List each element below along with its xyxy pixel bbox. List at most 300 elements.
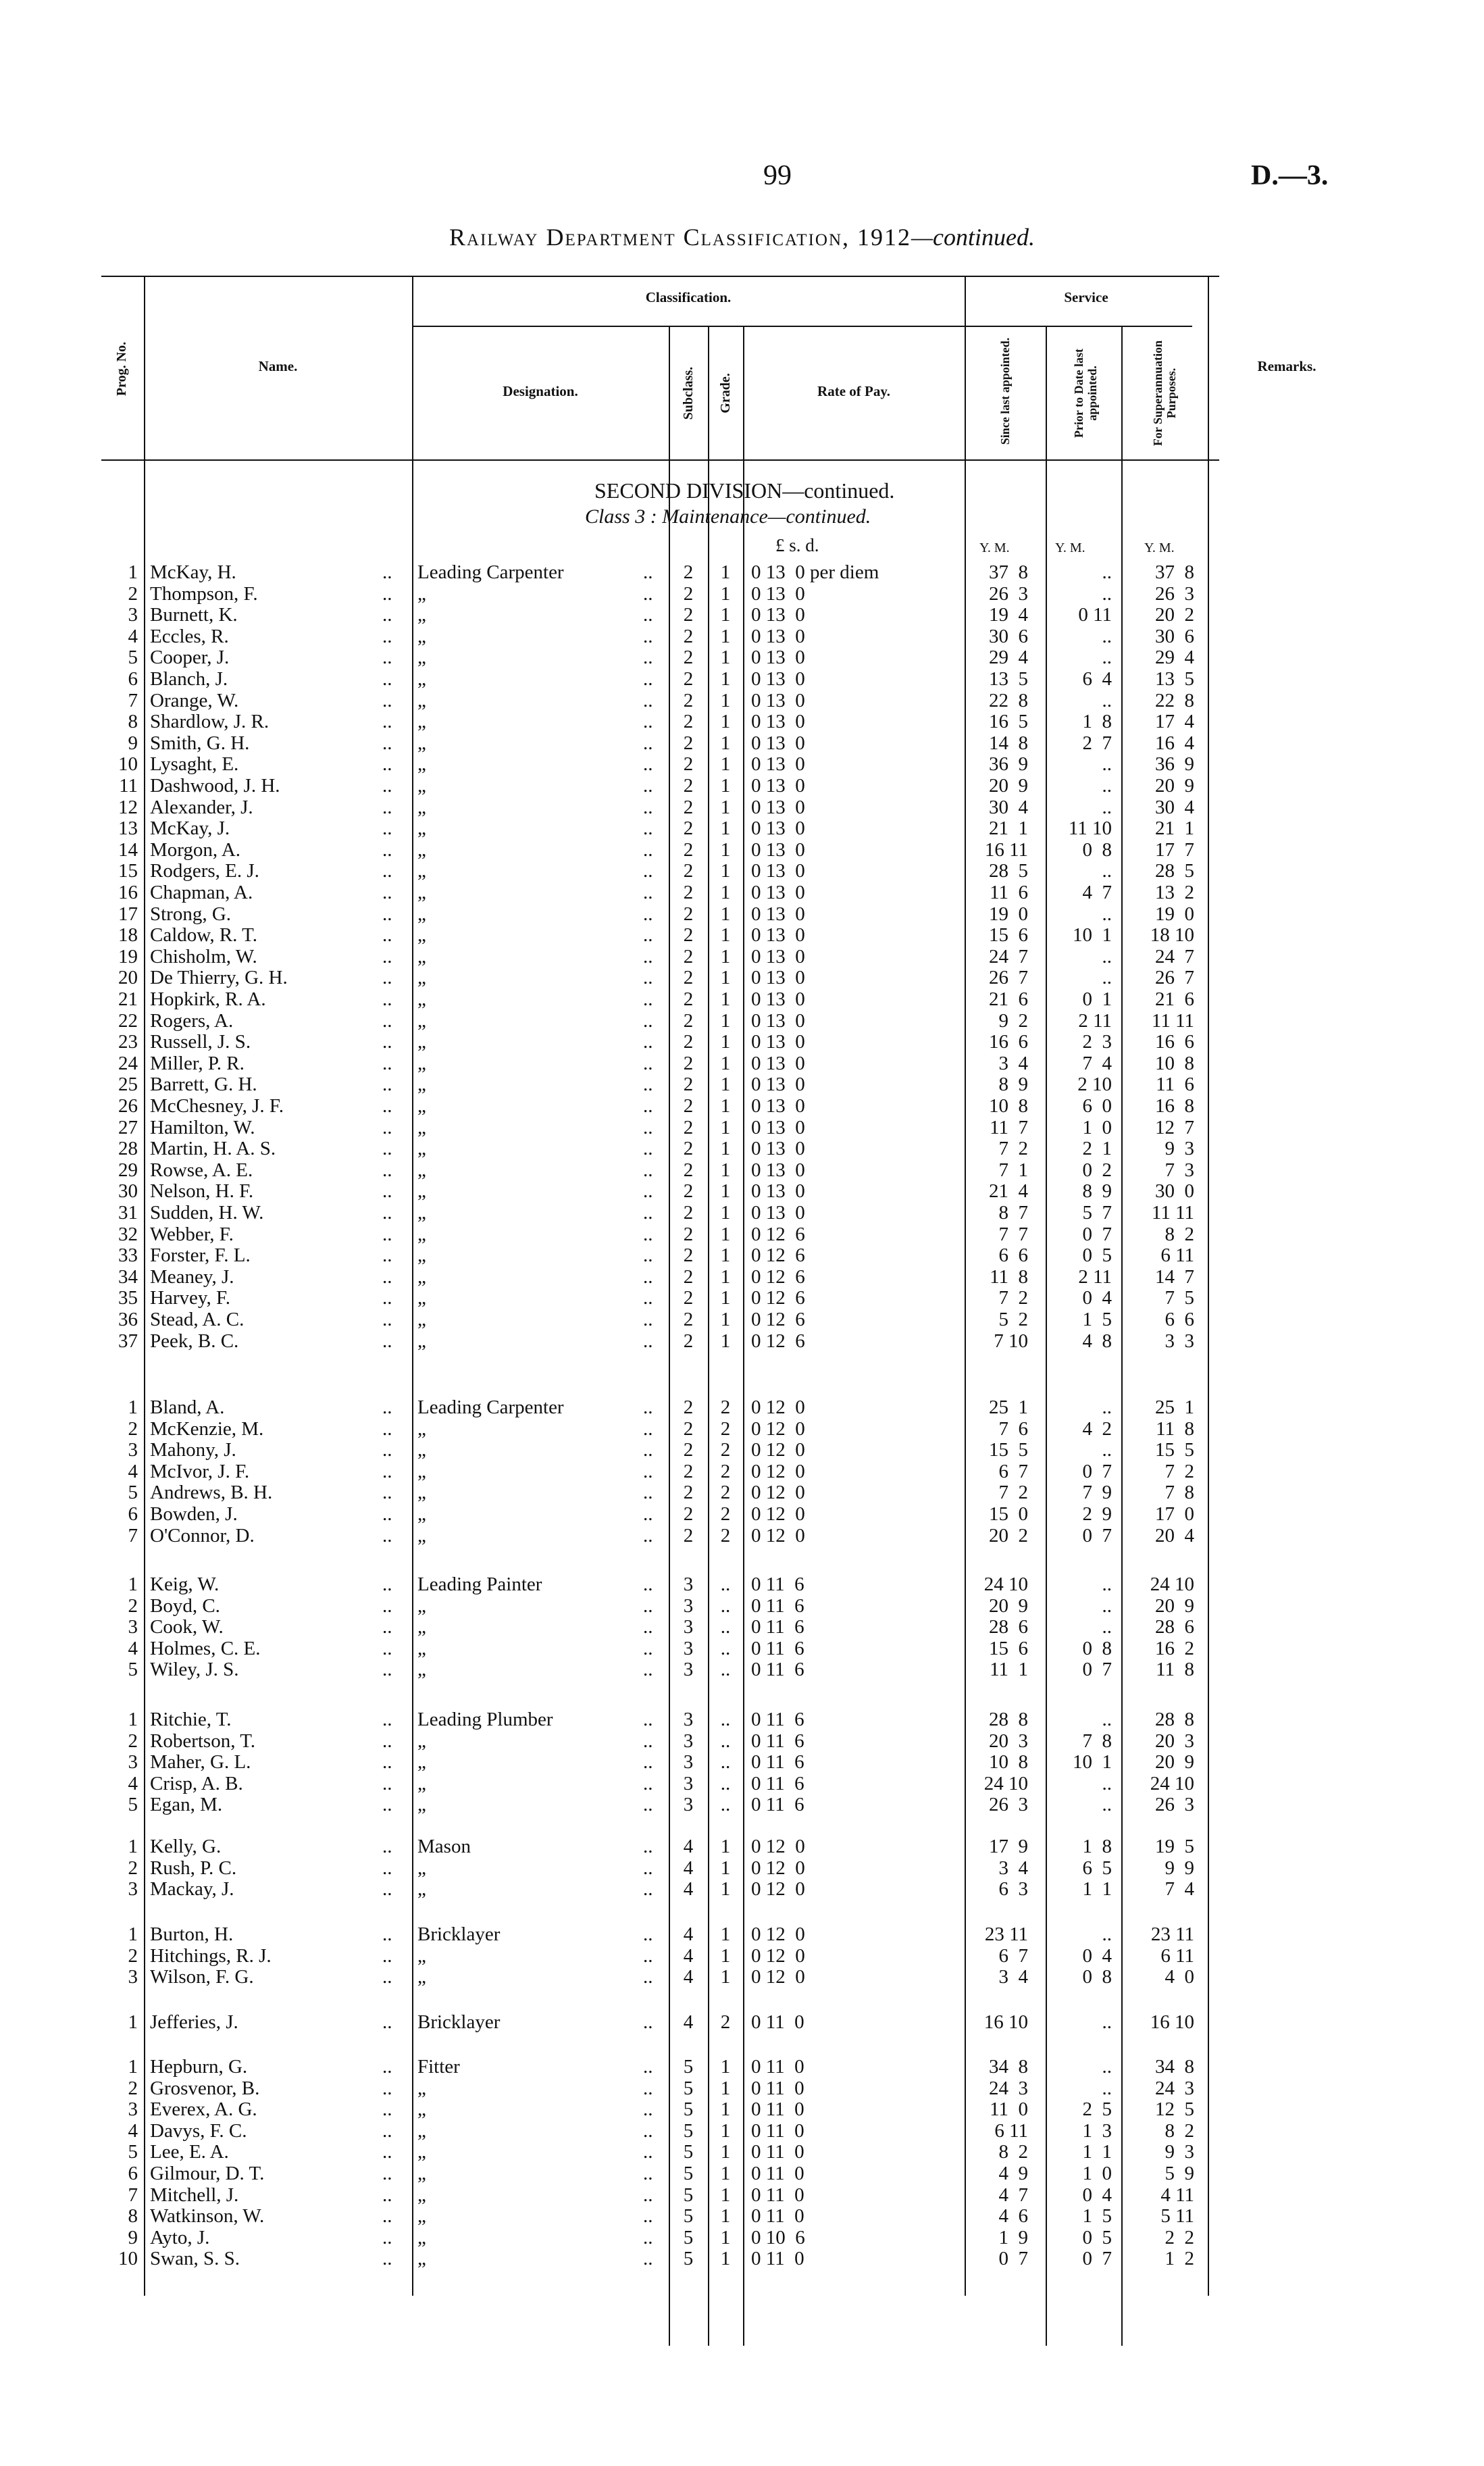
leader-dots: .. bbox=[382, 1460, 392, 1482]
grade-cell: 1 bbox=[720, 1923, 731, 1945]
name-cell: Rowse, A. E. bbox=[150, 1159, 253, 1181]
since-last-cell: 3 4 bbox=[998, 1966, 1028, 1988]
grade-cell: .. bbox=[720, 1751, 731, 1773]
name-cell: Lee, E. A. bbox=[150, 2141, 229, 2163]
designation-cell: „ bbox=[417, 1857, 426, 1879]
designation-cell: Bricklayer bbox=[417, 2011, 501, 2033]
grade-cell: 2 bbox=[720, 1439, 731, 1461]
designation-cell: „ bbox=[417, 711, 426, 733]
leader-dots: .. bbox=[643, 1396, 653, 1418]
designation-cell: „ bbox=[417, 1095, 426, 1117]
rate-cell: 0 13 0 bbox=[751, 604, 805, 626]
since-last-cell: 24 10 bbox=[983, 1772, 1028, 1794]
subclass-cell: 2 bbox=[683, 1180, 694, 1203]
leader-dots: .. bbox=[643, 988, 653, 1010]
designation-cell: „ bbox=[417, 1730, 426, 1752]
subclass-cell: 2 bbox=[683, 1439, 694, 1461]
rate-cell: 0 12 0 bbox=[751, 1944, 805, 1967]
name-cell: McKay, H. bbox=[150, 561, 236, 583]
document-reference: D.—3. bbox=[1251, 160, 1329, 191]
prog-no-cell: 5 bbox=[128, 2141, 138, 2163]
grade-cell: 1 bbox=[720, 2226, 731, 2248]
prior-cell: 2 9 bbox=[1082, 1503, 1112, 1525]
super-cell: 6 11 bbox=[1160, 1944, 1194, 1967]
prior-cell: 5 7 bbox=[1082, 1202, 1112, 1224]
prior-cell: 0 7 bbox=[1082, 1460, 1112, 1482]
rate-cell: 0 13 0 bbox=[751, 753, 805, 776]
since-last-cell: 8 9 bbox=[998, 1074, 1028, 1096]
grade-cell: 1 bbox=[720, 1138, 731, 1160]
leader-dots: .. bbox=[643, 1009, 653, 1032]
prog-no-cell: 6 bbox=[128, 668, 138, 690]
rate-cell: 0 13 0 bbox=[751, 817, 805, 840]
designation-cell: „ bbox=[417, 796, 426, 818]
prior-cell: 0 2 bbox=[1082, 1159, 1112, 1181]
leader-dots: .. bbox=[643, 582, 653, 605]
leader-dots: .. bbox=[643, 2184, 653, 2206]
leader-dots: .. bbox=[643, 903, 653, 925]
super-cell: 29 4 bbox=[1155, 647, 1194, 669]
since-last-cell: 22 8 bbox=[989, 689, 1028, 711]
subclass-cell: 5 bbox=[683, 2205, 694, 2228]
rate-cell: 0 13 0 bbox=[751, 689, 805, 711]
rate-cell: 0 11 6 bbox=[751, 1772, 804, 1794]
rate-cell: 0 11 6 bbox=[751, 1730, 804, 1752]
prior-cell: .. bbox=[1102, 1396, 1112, 1418]
name-cell: Kelly, G. bbox=[150, 1836, 222, 1857]
leader-dots: .. bbox=[382, 1503, 392, 1525]
subclass-cell: 2 bbox=[683, 1503, 694, 1525]
prior-cell: 1 0 bbox=[1082, 1116, 1112, 1138]
leader-dots: .. bbox=[643, 1944, 653, 1967]
prior-cell: 11 10 bbox=[1068, 817, 1112, 840]
rate-cell: 0 11 0 bbox=[751, 2248, 804, 2270]
name-cell: Mackay, J. bbox=[150, 1878, 234, 1901]
rate-cell: 0 12 0 bbox=[751, 1966, 805, 1988]
leader-dots: .. bbox=[643, 1751, 653, 1773]
leader-dots: .. bbox=[382, 945, 392, 967]
leader-dots: .. bbox=[382, 1730, 392, 1752]
prior-cell: 1 8 bbox=[1082, 1836, 1112, 1857]
subclass-cell: 5 bbox=[683, 2163, 694, 2184]
name-cell: Gilmour, D. T. bbox=[150, 2163, 265, 2184]
designation-cell: „ bbox=[417, 1503, 426, 1525]
since-last-cell: 15 5 bbox=[989, 1439, 1028, 1461]
prog-no-cell: 22 bbox=[118, 1009, 138, 1032]
designation-cell: „ bbox=[417, 1202, 426, 1224]
since-last-cell: 8 7 bbox=[998, 1202, 1028, 1224]
prog-no-cell: 5 bbox=[128, 647, 138, 669]
prog-no-cell: 2 bbox=[128, 1417, 138, 1440]
designation-cell: „ bbox=[417, 838, 426, 861]
subclass-cell: 2 bbox=[683, 711, 694, 733]
designation-cell: „ bbox=[417, 1772, 426, 1794]
name-cell: Rodgers, E. J. bbox=[150, 860, 259, 882]
prog-no-cell: 21 bbox=[118, 988, 138, 1010]
subclass-cell: 4 bbox=[683, 2011, 694, 2033]
leader-dots: .. bbox=[382, 2205, 392, 2228]
super-cell: 9 9 bbox=[1165, 1857, 1194, 1879]
prior-cell: 4 7 bbox=[1082, 882, 1112, 903]
super-cell: 21 6 bbox=[1155, 988, 1194, 1010]
leader-dots: .. bbox=[643, 711, 653, 733]
subclass-cell: 2 bbox=[683, 1330, 694, 1352]
subclass-cell: 3 bbox=[683, 1616, 694, 1638]
since-last-cell: 7 1 bbox=[998, 1159, 1028, 1181]
leader-dots: .. bbox=[382, 1417, 392, 1440]
designation-cell: „ bbox=[417, 1794, 426, 1816]
leader-dots: .. bbox=[643, 1116, 653, 1138]
leader-dots: .. bbox=[382, 1857, 392, 1879]
super-cell: 6 11 bbox=[1160, 1244, 1194, 1267]
rate-cell: 0 12 0 bbox=[751, 1460, 805, 1482]
designation-cell: „ bbox=[417, 988, 426, 1010]
prog-no-cell: 28 bbox=[118, 1138, 138, 1160]
super-cell: 25 1 bbox=[1155, 1396, 1194, 1418]
prog-no-cell: 1 bbox=[128, 1396, 138, 1418]
prog-no-cell: 29 bbox=[118, 1159, 138, 1181]
super-cell: 28 6 bbox=[1155, 1616, 1194, 1638]
leader-dots: .. bbox=[643, 817, 653, 840]
leader-dots: .. bbox=[643, 2141, 653, 2163]
rate-cell: 0 12 0 bbox=[751, 1396, 805, 1418]
grade-cell: .. bbox=[720, 1594, 731, 1617]
prior-cell: .. bbox=[1102, 647, 1112, 669]
prior-cell: .. bbox=[1102, 2011, 1112, 2033]
prog-no-cell: 2 bbox=[128, 1730, 138, 1752]
designation-cell: „ bbox=[417, 625, 426, 647]
leader-dots: .. bbox=[643, 2098, 653, 2121]
super-cell: 11 6 bbox=[1156, 1074, 1194, 1096]
subclass-cell: 3 bbox=[683, 1794, 694, 1816]
subclass-cell: 5 bbox=[683, 2248, 694, 2270]
leader-dots: .. bbox=[643, 775, 653, 797]
prior-cell: 2 5 bbox=[1082, 2098, 1112, 2121]
rate-cell: 0 11 0 bbox=[751, 2098, 804, 2121]
rate-cell: 0 13 0 bbox=[751, 668, 805, 690]
name-cell: Eccles, R. bbox=[150, 625, 229, 647]
subclass-cell: 2 bbox=[683, 1031, 694, 1053]
since-last-cell: 30 6 bbox=[989, 625, 1028, 647]
since-last-cell: 26 3 bbox=[989, 582, 1028, 605]
name-cell: Watkinson, W. bbox=[150, 2205, 265, 2228]
prior-cell: 1 3 bbox=[1082, 2119, 1112, 2142]
leader-dots: .. bbox=[643, 1594, 653, 1617]
prior-to-header: Prior to Date last appointed. bbox=[1072, 348, 1099, 438]
super-cell: 17 4 bbox=[1155, 711, 1194, 733]
super-cell: 16 8 bbox=[1155, 1095, 1194, 1117]
designation-cell: „ bbox=[417, 1460, 426, 1482]
prog-no-cell: 2 bbox=[128, 1594, 138, 1617]
leader-dots: .. bbox=[382, 1944, 392, 1967]
prog-no-cell: 2 bbox=[128, 1857, 138, 1879]
leader-dots: .. bbox=[382, 1659, 392, 1681]
name-cell: Nelson, H. F. bbox=[150, 1180, 254, 1203]
prior-cell: .. bbox=[1102, 1616, 1112, 1638]
leader-dots: .. bbox=[643, 2011, 653, 2033]
prior-cell: 1 1 bbox=[1082, 1878, 1112, 1901]
leader-dots: .. bbox=[382, 1524, 392, 1546]
leader-dots: .. bbox=[382, 1031, 392, 1053]
subclass-cell: 2 bbox=[683, 988, 694, 1010]
super-cell: 37 8 bbox=[1155, 561, 1194, 583]
since-last-cell: 6 3 bbox=[998, 1878, 1028, 1901]
name-cell: Bowden, J. bbox=[150, 1503, 238, 1525]
rate-cell: 0 12 0 bbox=[751, 1857, 805, 1879]
prior-cell: .. bbox=[1102, 1594, 1112, 1617]
designation-cell: „ bbox=[417, 2226, 426, 2248]
prior-cell: 7 4 bbox=[1082, 1052, 1112, 1074]
leader-dots: .. bbox=[643, 1074, 653, 1096]
leader-dots: .. bbox=[643, 1309, 653, 1330]
rate-cell: 0 13 0 bbox=[751, 945, 805, 967]
grade-cell: 1 bbox=[720, 2098, 731, 2121]
designation-cell: „ bbox=[417, 1159, 426, 1181]
grade-cell: .. bbox=[720, 1574, 731, 1595]
prog-no-cell: 4 bbox=[128, 1637, 138, 1659]
rate-cell: 0 11 6 bbox=[751, 1637, 804, 1659]
prog-no-cell: 11 bbox=[119, 775, 138, 797]
designation-cell: „ bbox=[417, 1878, 426, 1901]
subclass-cell: 2 bbox=[683, 1095, 694, 1117]
designation-cell: „ bbox=[417, 1223, 426, 1245]
subclass-cell: 2 bbox=[683, 625, 694, 647]
since-last-cell: 1 9 bbox=[998, 2226, 1028, 2248]
super-cell: 7 8 bbox=[1165, 1482, 1194, 1504]
name-cell: Blanch, J. bbox=[150, 668, 228, 690]
grade-cell: 1 bbox=[720, 988, 731, 1010]
since-last-cell: 7 2 bbox=[998, 1482, 1028, 1504]
leader-dots: .. bbox=[643, 1244, 653, 1267]
grade-cell: 1 bbox=[720, 1095, 731, 1117]
rate-cell: 0 13 0 bbox=[751, 838, 805, 861]
super-cell: 36 9 bbox=[1155, 753, 1194, 776]
rate-cell: 0 12 0 bbox=[751, 1439, 805, 1461]
grade-cell: 1 bbox=[720, 1031, 731, 1053]
super-cell: 12 7 bbox=[1155, 1116, 1194, 1138]
leader-dots: .. bbox=[382, 1396, 392, 1418]
name-cell: Mitchell, J. bbox=[150, 2184, 239, 2206]
grade-cell: 1 bbox=[720, 1116, 731, 1138]
subclass-cell: 5 bbox=[683, 2184, 694, 2206]
super-cell: 20 3 bbox=[1155, 1730, 1194, 1752]
rate-cell: 0 13 0 bbox=[751, 1031, 805, 1053]
subclass-cell: 2 bbox=[683, 1116, 694, 1138]
subclass-cell: 2 bbox=[683, 1009, 694, 1032]
prog-no-cell: 16 bbox=[118, 882, 138, 903]
prog-no-cell: 3 bbox=[128, 1878, 138, 1901]
prog-no-cell: 15 bbox=[118, 860, 138, 882]
since-last-cell: 11 7 bbox=[990, 1116, 1028, 1138]
super-cell: 9 3 bbox=[1165, 2141, 1194, 2163]
designation-cell: „ bbox=[417, 2098, 426, 2121]
leader-dots: .. bbox=[643, 1417, 653, 1440]
since-last-cell: 11 1 bbox=[990, 1659, 1028, 1681]
since-last-cell: 37 8 bbox=[989, 561, 1028, 583]
leader-dots: .. bbox=[643, 1730, 653, 1752]
super-cell: 7 5 bbox=[1165, 1287, 1194, 1309]
grade-cell: 1 bbox=[720, 924, 731, 947]
leader-dots: .. bbox=[382, 1223, 392, 1245]
prior-cell: .. bbox=[1102, 1439, 1112, 1461]
grade-cell: 1 bbox=[720, 1074, 731, 1096]
name-cell: McKenzie, M. bbox=[150, 1417, 264, 1440]
rate-cell: 0 12 0 bbox=[751, 1482, 805, 1504]
rate-cell: 0 13 0 bbox=[751, 924, 805, 947]
name-cell: Orange, W. bbox=[150, 689, 239, 711]
rate-cell: 0 11 6 bbox=[751, 1709, 804, 1730]
prog-no-cell: 4 bbox=[128, 625, 138, 647]
leader-dots: .. bbox=[643, 1460, 653, 1482]
rate-cell: 0 13 0 bbox=[751, 1074, 805, 1096]
designation-cell: „ bbox=[417, 2248, 426, 2270]
designation-cell: „ bbox=[417, 668, 426, 690]
super-cell: 24 3 bbox=[1155, 2077, 1194, 2099]
designation-cell: „ bbox=[417, 1180, 426, 1203]
prog-no-cell: 2 bbox=[128, 2077, 138, 2099]
subclass-cell: 4 bbox=[683, 1966, 694, 1988]
leader-dots: .. bbox=[643, 1287, 653, 1309]
grade-cell: 1 bbox=[720, 668, 731, 690]
rate-cell: 0 12 0 bbox=[751, 1417, 805, 1440]
prior-cell: 0 1 bbox=[1082, 988, 1112, 1010]
super-cell: 14 7 bbox=[1155, 1265, 1194, 1288]
leader-dots: .. bbox=[382, 1180, 392, 1203]
super-cell: 7 2 bbox=[1165, 1460, 1194, 1482]
leader-dots: .. bbox=[382, 1138, 392, 1160]
leader-dots: .. bbox=[643, 1202, 653, 1224]
since-last-cell: 36 9 bbox=[989, 753, 1028, 776]
since-last-header: Since last appointed. bbox=[998, 337, 1012, 445]
prog-no-cell: 12 bbox=[118, 796, 138, 818]
prior-cell: 0 7 bbox=[1082, 1223, 1112, 1245]
name-cell: Holmes, C. E. bbox=[150, 1637, 261, 1659]
prior-cell: .. bbox=[1102, 967, 1112, 989]
prog-no-cell: 26 bbox=[118, 1095, 138, 1117]
grade-cell: 1 bbox=[720, 1223, 731, 1245]
rate-cell: 0 12 0 bbox=[751, 1524, 805, 1546]
since-last-cell: 28 8 bbox=[989, 1709, 1028, 1730]
since-last-cell: 16 5 bbox=[989, 711, 1028, 733]
grade-cell: 1 bbox=[720, 1878, 731, 1901]
leader-dots: .. bbox=[643, 1095, 653, 1117]
since-last-cell: 26 3 bbox=[989, 1794, 1028, 1816]
super-cell: 24 10 bbox=[1150, 1574, 1194, 1595]
prog-no-cell: 7 bbox=[128, 689, 138, 711]
leader-dots: .. bbox=[643, 1482, 653, 1504]
designation-cell: „ bbox=[417, 1439, 426, 1461]
prior-cell: 10 1 bbox=[1073, 1751, 1112, 1773]
designation-cell: „ bbox=[417, 775, 426, 797]
subclass-cell: 2 bbox=[683, 1223, 694, 1245]
prog-no-cell: 9 bbox=[128, 2226, 138, 2248]
super-cell: 7 4 bbox=[1165, 1878, 1194, 1901]
since-last-cell: 25 1 bbox=[989, 1396, 1028, 1418]
prior-cell: .. bbox=[1102, 1574, 1112, 1595]
designation-cell: „ bbox=[417, 1594, 426, 1617]
prog-no-cell: 8 bbox=[128, 2205, 138, 2228]
leader-dots: .. bbox=[643, 860, 653, 882]
rate-cell: 0 12 6 bbox=[751, 1287, 805, 1309]
super-cell: 28 8 bbox=[1155, 1709, 1194, 1730]
super-cell: 30 6 bbox=[1155, 625, 1194, 647]
rate-cell: 0 11 6 bbox=[751, 1751, 804, 1773]
grade-cell: 1 bbox=[720, 1159, 731, 1181]
rate-cell: 0 11 0 bbox=[751, 2056, 804, 2078]
subclass-cell: 2 bbox=[683, 945, 694, 967]
name-cell: Wilson, F. G. bbox=[150, 1966, 254, 1988]
leader-dots: .. bbox=[643, 1923, 653, 1945]
name-cell: Alexander, J. bbox=[150, 796, 253, 818]
leader-dots: .. bbox=[382, 775, 392, 797]
prog-no-cell: 35 bbox=[118, 1287, 138, 1309]
prog-no-cell: 1 bbox=[128, 2056, 138, 2078]
prior-cell: 2 10 bbox=[1077, 1074, 1112, 1096]
super-cell: 13 2 bbox=[1155, 882, 1194, 903]
prog-no-cell: 33 bbox=[118, 1244, 138, 1267]
grade-cell: 2 bbox=[720, 1503, 731, 1525]
prog-no-cell: 1 bbox=[128, 1574, 138, 1595]
leader-dots: .. bbox=[643, 1052, 653, 1074]
grade-cell: 1 bbox=[720, 1944, 731, 1967]
leader-dots: .. bbox=[382, 1074, 392, 1096]
leader-dots: .. bbox=[382, 860, 392, 882]
grade-cell: 1 bbox=[720, 582, 731, 605]
rate-cell: 0 13 0 bbox=[751, 903, 805, 925]
subclass-cell: 5 bbox=[683, 2119, 694, 2142]
leader-dots: .. bbox=[382, 1966, 392, 1988]
grade-cell: 1 bbox=[720, 2205, 731, 2228]
leader-dots: .. bbox=[643, 668, 653, 690]
designation-cell: „ bbox=[417, 1309, 426, 1330]
since-last-cell: 7 7 bbox=[998, 1223, 1028, 1245]
prog-no-cell: 14 bbox=[118, 838, 138, 861]
grade-cell: 1 bbox=[720, 2077, 731, 2099]
prog-no-cell: 4 bbox=[128, 2119, 138, 2142]
name-cell: Barrett, G. H. bbox=[150, 1074, 257, 1096]
rate-cell: 0 11 6 bbox=[751, 1659, 804, 1681]
rate-cell: 0 13 0 bbox=[751, 625, 805, 647]
page-title bbox=[0, 223, 1484, 251]
subclass-cell: 2 bbox=[683, 668, 694, 690]
subclass-cell: 2 bbox=[683, 561, 694, 583]
prior-cell: 6 0 bbox=[1082, 1095, 1112, 1117]
name-cell: Burton, H. bbox=[150, 1923, 234, 1945]
grade-cell: 1 bbox=[720, 1265, 731, 1288]
prog-no-cell: 31 bbox=[118, 1202, 138, 1224]
name-cell: McChesney, J. F. bbox=[150, 1095, 284, 1117]
designation-cell: „ bbox=[417, 2077, 426, 2099]
rate-cell: 0 11 0 bbox=[751, 2184, 804, 2206]
subclass-cell: 2 bbox=[683, 647, 694, 669]
leader-dots: .. bbox=[643, 2077, 653, 2099]
super-cell: 26 3 bbox=[1155, 582, 1194, 605]
super-cell: 34 8 bbox=[1155, 2056, 1194, 2078]
designation-cell: „ bbox=[417, 604, 426, 626]
subclass-cell: 4 bbox=[683, 1923, 694, 1945]
prog-no-cell: 25 bbox=[118, 1074, 138, 1096]
grade-cell: 1 bbox=[720, 1330, 731, 1352]
super-cell: 6 6 bbox=[1165, 1309, 1194, 1330]
subclass-cell: 2 bbox=[683, 838, 694, 861]
designation-cell: „ bbox=[417, 860, 426, 882]
rate-cell: 0 11 0 bbox=[751, 2077, 804, 2099]
leader-dots: .. bbox=[382, 2011, 392, 2033]
since-last-cell: 13 5 bbox=[989, 668, 1028, 690]
grade-cell: 1 bbox=[720, 945, 731, 967]
grade-cell: 1 bbox=[720, 604, 731, 626]
since-last-cell: 10 8 bbox=[989, 1751, 1028, 1773]
